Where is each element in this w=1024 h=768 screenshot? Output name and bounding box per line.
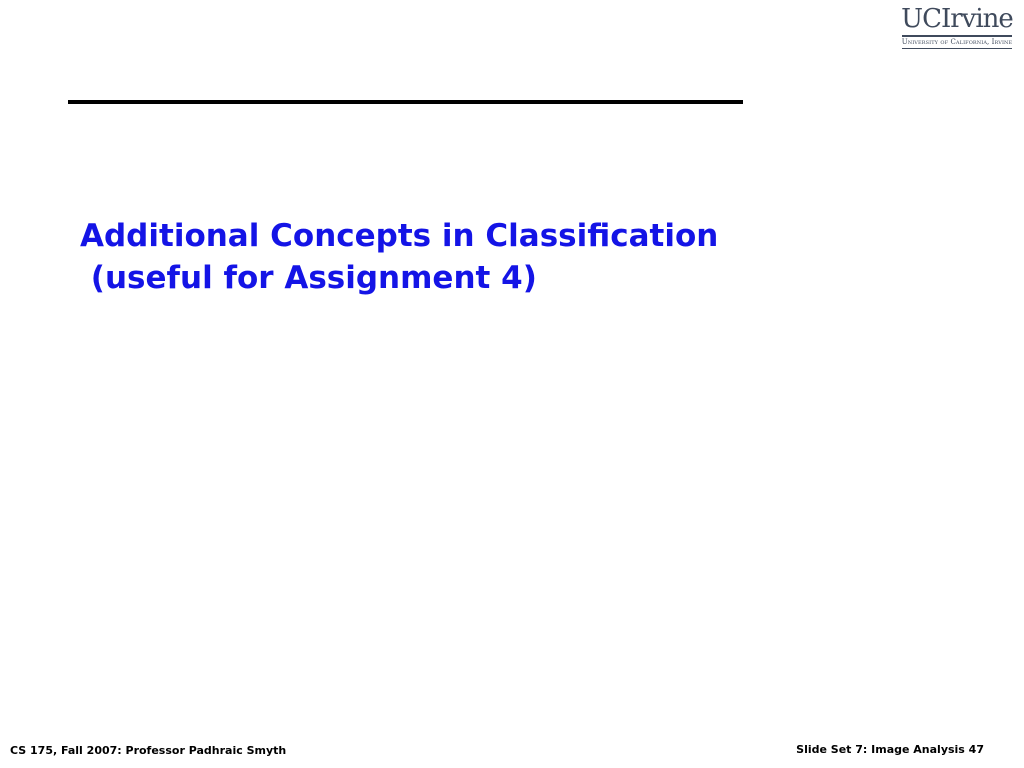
logo-subtitle: University of California, Irvine (901, 38, 1013, 46)
title-divider (68, 100, 743, 104)
logo-bottom-rule (902, 48, 1012, 49)
slide-title-line-2: (useful for Assignment 4) (80, 260, 537, 296)
slide-title (80, 215, 880, 299)
logo-wordmark: UCIrvine (901, 4, 1013, 34)
footer-course-info: CS 175, Fall 2007: Professor Padhraic Smyth (10, 744, 287, 757)
logo-divider (902, 35, 1012, 37)
slide-title-line-1: Additional Concepts in Classification (80, 218, 719, 254)
uci-logo (900, 4, 1014, 49)
footer-slide-number: Slide Set 7: Image Analysis 47 (796, 743, 984, 756)
